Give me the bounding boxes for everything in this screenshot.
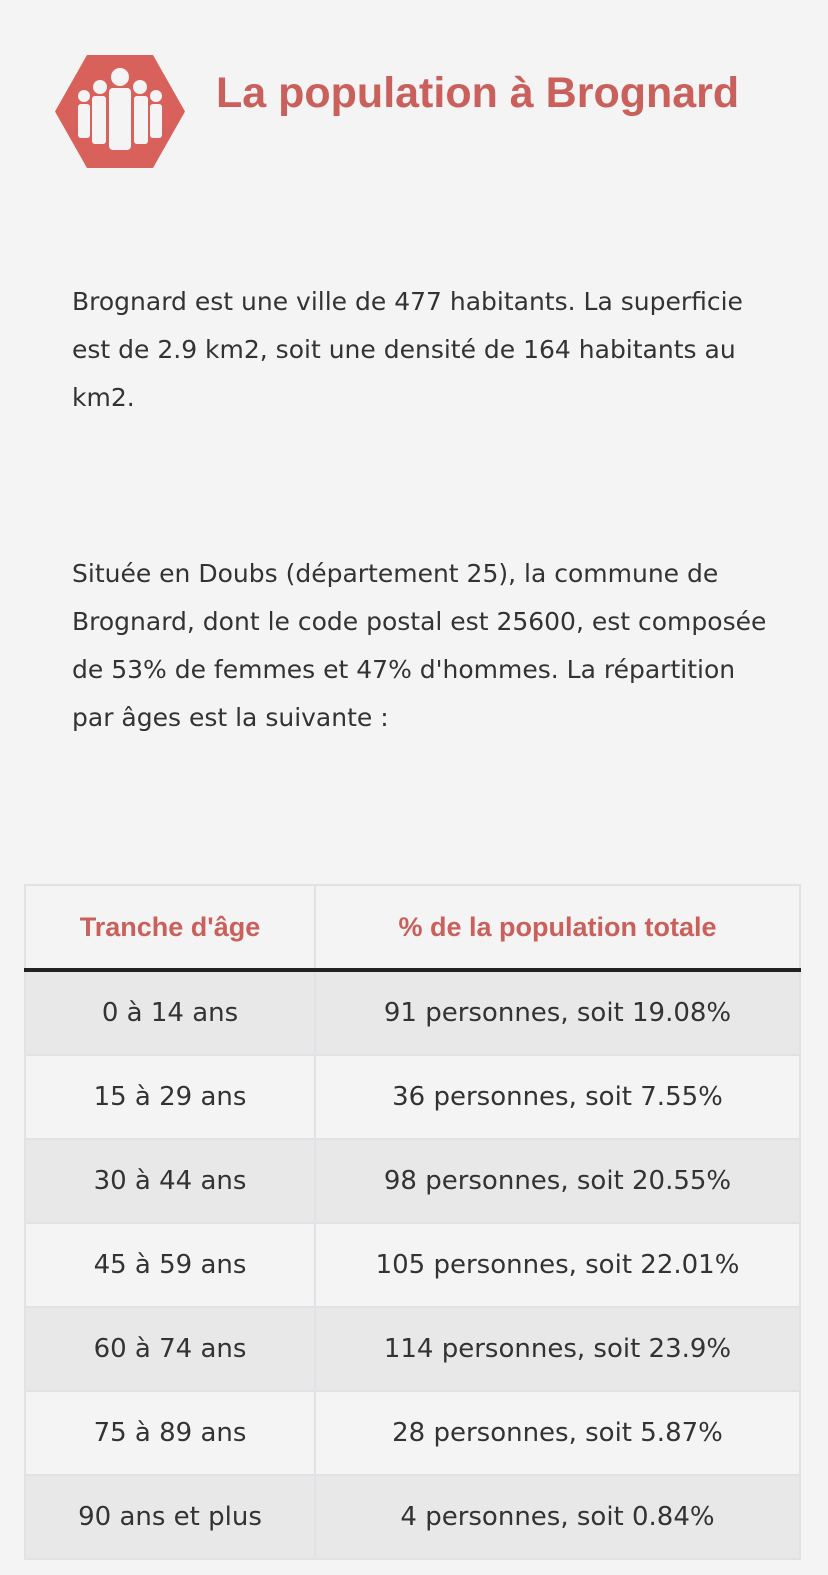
age-range-cell: 90 ans et plus — [25, 1475, 315, 1559]
age-distribution-table — [24, 884, 801, 1560]
people-group-icon — [55, 55, 185, 168]
table-row — [25, 1223, 800, 1307]
population-cell: 105 personnes, soit 22.01% — [315, 1223, 800, 1307]
table-row — [25, 1475, 800, 1559]
demographics-paragraph: Située en Doubs (département 25), la commune de Brognard, dont le code postal est 25600, est composée de 53% de femmes et 47% d'hommes. La répartition par âges est la suivante : — [72, 559, 767, 732]
table-row — [25, 1391, 800, 1475]
population-cell: 114 personnes, soit 23.9% — [315, 1307, 800, 1391]
age-range-cell: 15 à 29 ans — [25, 1055, 315, 1139]
population-cell: 98 personnes, soit 20.55% — [315, 1139, 800, 1223]
age-range-cell: 0 à 14 ans — [25, 970, 315, 1055]
age-range-cell: 30 à 44 ans — [25, 1139, 315, 1223]
table-row — [25, 1055, 800, 1139]
header-percentage: % de la population totale — [315, 885, 800, 970]
age-range-cell: 60 à 74 ans — [25, 1307, 315, 1391]
population-cell: 91 personnes, soit 19.08% — [315, 970, 800, 1055]
header-age-range: Tranche d'âge — [25, 885, 315, 970]
table-row — [25, 1307, 800, 1391]
page-title: La population à Brognard — [216, 69, 740, 117]
table-header-row — [25, 885, 800, 970]
age-range-cell: 45 à 59 ans — [25, 1223, 315, 1307]
age-range-cell: 75 à 89 ans — [25, 1391, 315, 1475]
table-row — [25, 970, 800, 1055]
population-cell: 28 personnes, soit 5.87% — [315, 1391, 800, 1475]
population-cell: 36 personnes, soit 7.55% — [315, 1055, 800, 1139]
intro-paragraph: Brognard est une ville de 477 habitants. La superficie est de 2.9 km2, soit une densité de 164 habitants au km2. — [72, 287, 743, 412]
population-cell: 4 personnes, soit 0.84% — [315, 1475, 800, 1559]
table-row — [25, 1139, 800, 1223]
